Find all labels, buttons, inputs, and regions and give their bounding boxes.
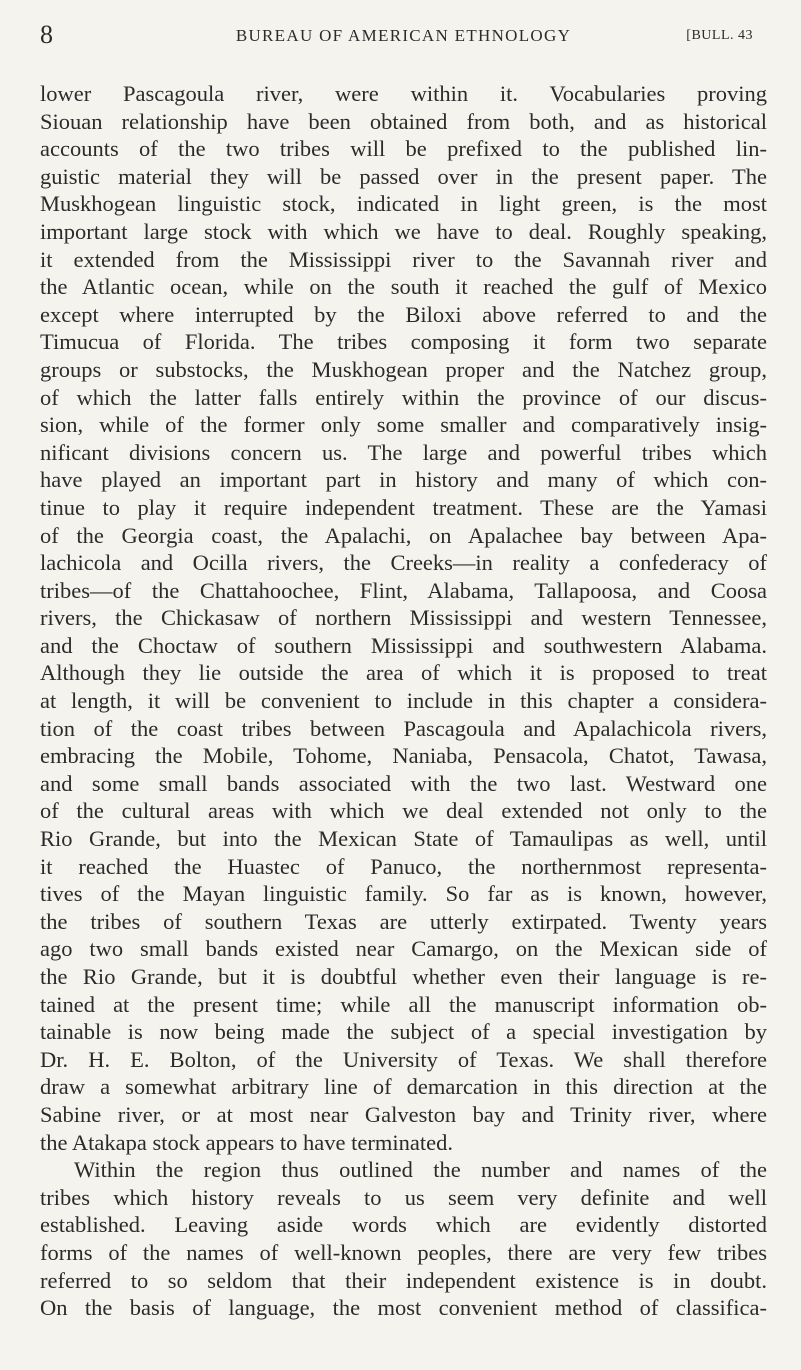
text-line: forms of the names of well-known peoples, there are very few tribes xyxy=(40,1239,767,1265)
text-line: it extended from the Mississippi river to the Savannah river and xyxy=(40,246,767,272)
text-line: of the cultural areas with which we deal extended not only to the xyxy=(40,798,767,824)
text-line: important large stock with which we have to deal. Roughly speaking, xyxy=(40,218,767,244)
text-line: lower Pascagoula river, were within it. Vocabularies proving xyxy=(40,81,767,106)
text-line: rivers, the Chickasaw of northern Mississippi and western Tennessee, xyxy=(40,605,767,631)
text-line: Muskhogean linguistic stock, indicated in light green, is the most xyxy=(40,191,767,217)
page-number: 8 xyxy=(40,20,53,49)
text-line: tribes which history reveals to us seem very definite and well xyxy=(40,1184,767,1210)
text-line: established. Leaving aside words which are evidently distorted xyxy=(40,1212,767,1238)
text-line: draw a somewhat arbitrary line of demarcation in this direction at the xyxy=(40,1074,767,1100)
text-line: at length, it will be convenient to include in this chapter a considera- xyxy=(40,688,767,714)
text-line: tion of the coast tribes between Pascagoula and Apalachicola rivers, xyxy=(40,715,767,741)
text-line: On the basis of language, the most convenient method of classifica- xyxy=(40,1295,767,1321)
text-line: and the Choctaw of southern Mississippi and southwestern Alabama. xyxy=(40,632,767,658)
text-line: tainable is now being made the subject of a special investigation by xyxy=(40,1019,767,1045)
text-line: Siouan relationship have been obtained from both, and as historical xyxy=(40,108,767,134)
text-line: accounts of the two tribes will be prefixed to the published lin- xyxy=(40,136,767,162)
paragraph xyxy=(40,1156,767,1322)
text-line: tained at the present time; while all the manuscript information ob- xyxy=(40,991,767,1017)
text-line: tinue to play it require independent treatment. These are the Yamasi xyxy=(40,494,767,520)
body-text xyxy=(40,80,767,1322)
text-line: Dr. H. E. Bolton, of the University of Texas. We shall therefore xyxy=(40,1046,767,1072)
text-line: tribes—of the Chattahoochee, Flint, Alabama, Tallapoosa, and Coosa xyxy=(40,577,767,603)
paragraph xyxy=(40,80,767,1156)
text-line: Although they lie outside the area of which it is proposed to treat xyxy=(40,660,767,686)
text-line: referred to so seldom that their independent existence is in doubt. xyxy=(40,1267,767,1293)
text-line: guistic material they will be passed over in the present paper. The xyxy=(40,163,767,189)
text-line: Timucua of Florida. The tribes composing it form two separate xyxy=(40,329,767,355)
text-line: the Atlantic ocean, while on the south it reached the gulf of Mexico xyxy=(40,274,767,300)
text-line: ago two small bands existed near Camargo, on the Mexican side of xyxy=(40,936,767,962)
text-line: of the Georgia coast, the Apalachi, on Apalachee bay between Apa- xyxy=(40,522,767,548)
text-line: lachicola and Ocilla rivers, the Creeks—in reality a confederacy of xyxy=(40,550,767,576)
text-line: tives of the Mayan linguistic family. So far as is known, however, xyxy=(40,881,767,907)
text-line: and some small bands associated with the two last. Westward one xyxy=(40,770,767,796)
text-line: Sabine river, or at most near Galveston bay and Trinity river, where xyxy=(40,1101,767,1127)
text-line: Within the region thus outlined the number and names of the xyxy=(74,1157,767,1183)
text-line: have played an important part in history and many of which con- xyxy=(40,467,767,493)
text-line: of which the latter falls entirely within the province of our discus- xyxy=(40,384,767,410)
text-line: except where interrupted by the Biloxi above referred to and the xyxy=(40,301,767,327)
text-line: sion, while of the former only some smaller and comparatively insig- xyxy=(40,412,767,438)
text-line: groups or substocks, the Muskhogean proper and the Natchez group, xyxy=(40,356,767,382)
text-line: the Rio Grande, but it is doubtful whether even their language is re- xyxy=(40,964,767,989)
text-line: nificant divisions concern us. The large and powerful tribes which xyxy=(40,439,767,465)
running-head-title: BUREAU OF AMERICAN ETHNOLOGY xyxy=(235,26,572,45)
text-line: Rio Grande, but into the Mexican State of Tamaulipas as well, until xyxy=(40,826,767,852)
text-line: embracing the Mobile, Tohome, Naniaba, Pensacola, Chatot, Tawasa, xyxy=(40,743,767,769)
running-head xyxy=(40,20,767,50)
bulletin-number: [BULL. 43 xyxy=(686,28,753,43)
text-line: it reached the Huastec of Panuco, the northernmost representa- xyxy=(40,853,767,879)
text-line: the tribes of southern Texas are utterly extirpated. Twenty years xyxy=(40,908,767,934)
text-line: the Atakapa stock appears to have terminated. xyxy=(40,1129,453,1155)
